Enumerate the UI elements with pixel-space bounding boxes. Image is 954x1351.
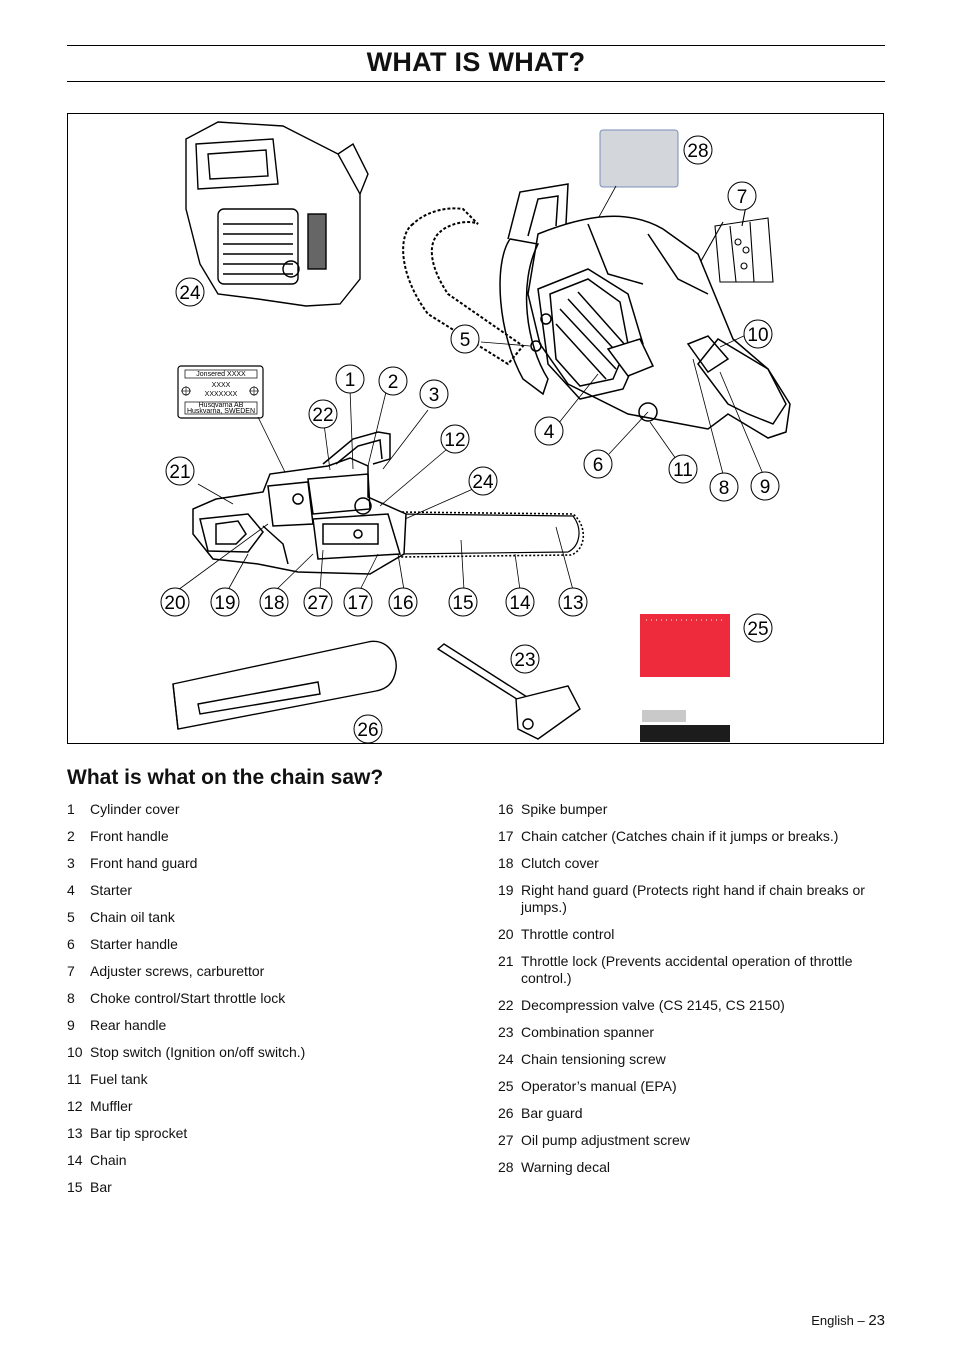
combination-spanner-drawing: [438, 644, 580, 739]
callout-2: [379, 367, 407, 395]
callout-18: [260, 588, 288, 616]
svg-text:24: 24: [179, 283, 201, 304]
svg-text:7: 7: [736, 187, 748, 208]
callout-19: [211, 588, 239, 616]
manual-insert-dark: [640, 725, 730, 742]
svg-text:3: 3: [428, 385, 440, 406]
list-item: 19 Right hand guard (Protects right hand if chain breaks or jumps.): [498, 882, 865, 915]
svg-text:1: 1: [344, 370, 356, 391]
callout-24b: [469, 467, 497, 495]
callout-14: [506, 588, 534, 616]
list-item: 26 Bar guard: [498, 1105, 583, 1121]
list-item: 25 Operator’s manual (EPA): [498, 1078, 677, 1094]
plate-serial: XXXXXXX: [204, 391, 238, 398]
svg-text:4: 4: [543, 422, 555, 443]
list-item: 10 Stop switch (Ignition on/off switch.): [67, 1044, 306, 1060]
list-item: 4 Starter: [67, 882, 133, 898]
svg-text:2: 2: [387, 372, 399, 393]
callout-7: [728, 182, 756, 210]
list-item: 13 Bar tip sprocket: [67, 1125, 188, 1141]
callout-15: [449, 588, 477, 616]
small-chain-saw: [193, 432, 583, 574]
svg-text:13: 13: [562, 593, 584, 614]
svg-text:16: 16: [392, 593, 414, 614]
callout-3: [420, 380, 448, 408]
svg-text:23: 23: [514, 650, 536, 671]
footer-language: English: [811, 1313, 854, 1328]
plate-location: Huskvarna, SWEDEN: [186, 408, 256, 415]
list-item: 28 Warning decal: [498, 1159, 610, 1175]
svg-text:15: 15: [452, 593, 474, 614]
list-item: 5 Chain oil tank: [67, 909, 175, 925]
list-item: 11 Fuel tank: [67, 1071, 148, 1087]
svg-text:8: 8: [718, 478, 730, 499]
svg-text:20: 20: [164, 593, 186, 614]
callout-16: [389, 588, 417, 616]
page-title: WHAT IS WHAT?: [366, 47, 586, 77]
list-item: 6 Starter handle: [67, 936, 178, 952]
svg-text:17: 17: [347, 593, 369, 614]
list-item: 22 Decompression valve (CS 2145, CS 2150): [498, 997, 785, 1013]
callout-11: [669, 455, 697, 483]
svg-text:25: 25: [747, 619, 769, 640]
list-item: 16 Spike bumper: [498, 801, 608, 817]
engine-top-view: [186, 122, 368, 306]
callout-24a: [176, 278, 204, 306]
svg-text:19: 19: [214, 593, 236, 614]
callout-20: [161, 588, 189, 616]
callout-26: [354, 715, 382, 743]
callout-27: [304, 588, 332, 616]
svg-text:24: 24: [472, 472, 494, 493]
callout-8: [710, 473, 738, 501]
operators-manual-cover: [640, 614, 730, 677]
plate-maker: Husqvarna AB: [198, 402, 244, 409]
callout-13: [559, 588, 587, 616]
callout-12: [441, 425, 469, 453]
list-item: 1 Cylinder cover: [67, 801, 180, 817]
callout-5: [451, 325, 479, 353]
svg-text:11: 11: [673, 460, 693, 481]
list-item: 24 Chain tensioning screw: [498, 1051, 666, 1067]
footer-separator: –: [857, 1313, 865, 1328]
callout-17: [344, 588, 372, 616]
page-footer: [811, 1312, 885, 1329]
parts-illustration-drawing: [68, 114, 885, 745]
list-item: 23 Combination spanner: [498, 1024, 655, 1040]
svg-text:27: 27: [307, 593, 329, 614]
callout-23: [511, 645, 539, 673]
plate-brand: Jonsered XXXX: [196, 371, 246, 378]
callout-22: [309, 400, 337, 428]
list-item: 2 Front handle: [67, 828, 169, 844]
svg-text:9: 9: [759, 477, 771, 498]
list-item: 20 Throttle control: [498, 926, 615, 942]
svg-text:21: 21: [169, 462, 191, 483]
callout-21: [166, 457, 194, 485]
svg-text:28: 28: [687, 141, 709, 162]
parts-list-right: [498, 801, 888, 1186]
svg-text:12: 12: [444, 430, 466, 451]
svg-text:6: 6: [592, 455, 604, 476]
parts-illustration: [67, 113, 884, 744]
section-heading: What is what on the chain saw?: [67, 766, 384, 789]
callout-1: [336, 365, 364, 393]
list-item: 9 Rear handle: [67, 1017, 167, 1033]
callout-4: [535, 417, 563, 445]
callout-9: [751, 472, 779, 500]
page-number: 23: [868, 1312, 885, 1329]
list-item: 18 Clutch cover: [498, 855, 599, 871]
list-item: 3 Front hand guard: [67, 855, 198, 871]
svg-text:18: 18: [263, 593, 285, 614]
list-item: 15 Bar: [67, 1179, 112, 1195]
manual-insert-light: [642, 710, 686, 722]
list-item: 27 Oil pump adjustment screw: [498, 1132, 690, 1148]
list-item: 8 Choke control/Start throttle lock: [67, 990, 286, 1006]
svg-text:5: 5: [459, 330, 471, 351]
list-item: 21 Throttle lock (Prevents accidental operation of throttle control.): [498, 953, 853, 986]
svg-text:26: 26: [357, 720, 379, 741]
list-item: 7 Adjuster screws, carburettor: [67, 963, 265, 979]
callout-28: [684, 136, 712, 164]
parts-list-left: [67, 801, 467, 1206]
callout-6: [584, 450, 612, 478]
plate-model: XXXX: [211, 382, 231, 389]
callout-25: [744, 614, 772, 642]
list-item: 12 Muffler: [67, 1098, 133, 1114]
warning-decal: [600, 130, 678, 187]
svg-text:22: 22: [312, 405, 334, 426]
svg-text:10: 10: [747, 325, 769, 346]
title-rule: [67, 81, 885, 82]
list-item: 17 Chain catcher (Catches chain if it jumps or breaks.): [498, 828, 839, 844]
svg-text:14: 14: [509, 593, 531, 614]
top-rule: [67, 45, 885, 46]
callout-10: [744, 320, 772, 348]
list-item: 14 Chain: [67, 1152, 127, 1168]
